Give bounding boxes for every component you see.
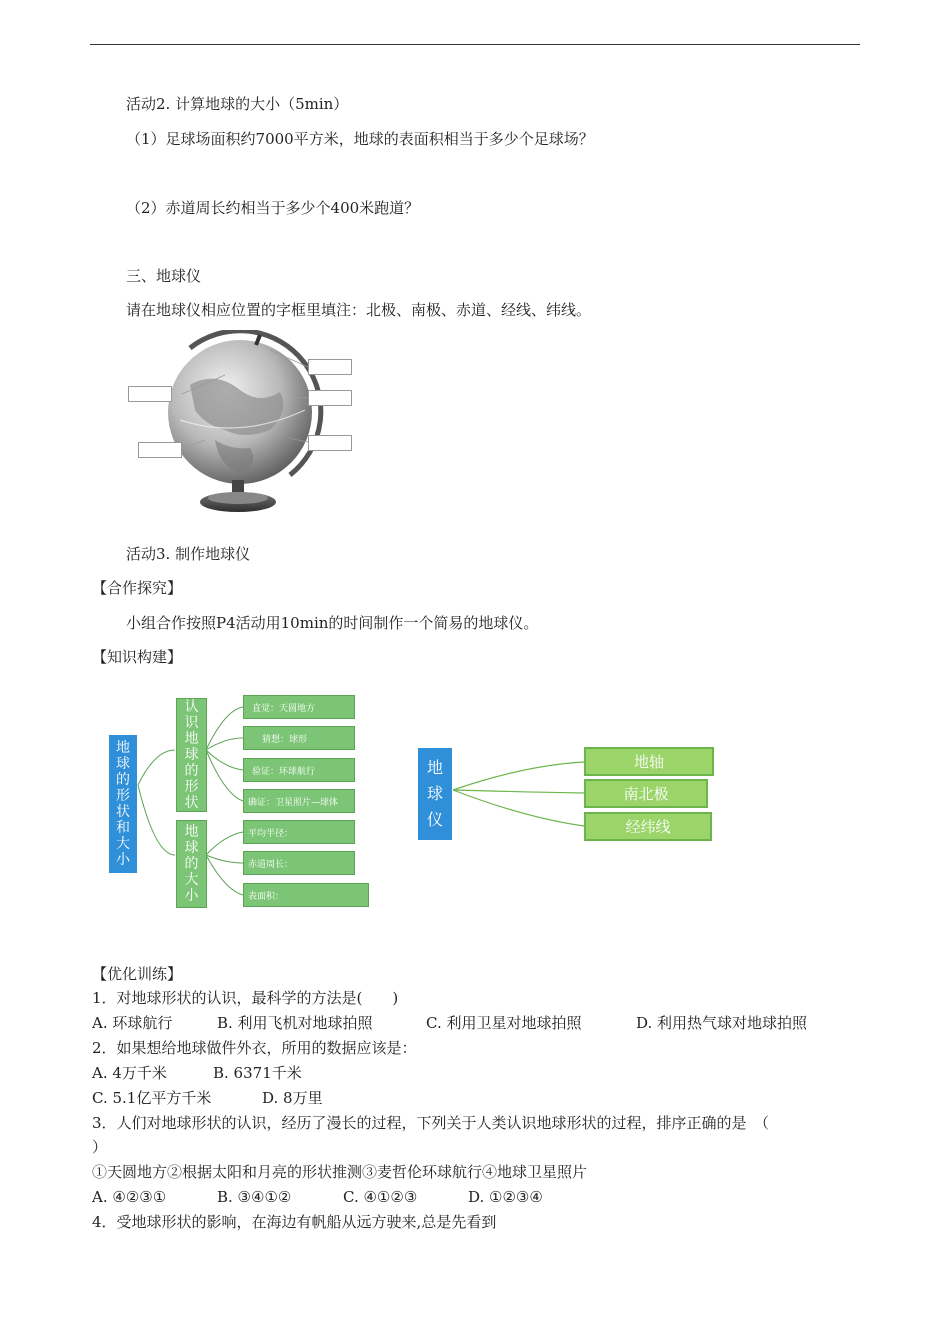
practice-q3-option-a: A. ④②③①	[92, 1188, 167, 1206]
cooperate-text: 小组合作按照P4活动用10min的时间制作一个简易的地球仪。	[126, 614, 539, 632]
globe-instruction: 请在地球仪相应位置的字框里填注：北极、南极、赤道、经线、纬线。	[126, 301, 592, 319]
globe-item-poles: 南北极	[584, 779, 708, 808]
branch-shape-char: 地	[184, 731, 199, 747]
shape-item-verify: 验证：环球航行	[243, 758, 355, 782]
mindmap1-root-char: 大	[116, 836, 130, 852]
practice-q2-option-d: D. 8万里	[262, 1089, 323, 1107]
practice-q3-sequence: ①天圆地方②根据太阳和月亮的形状推测③麦哲伦环球航行④地球卫星照片	[92, 1163, 588, 1181]
section-heading-globe: 三、地球仪	[126, 267, 202, 285]
activity2-title: 活动2. 计算地球的大小（5min）	[126, 95, 349, 113]
practice-q2: 2．如果想给地球做件外衣，所用的数据应该是：	[92, 1039, 417, 1057]
mindmap1-root-char: 状	[116, 804, 130, 820]
practice-q1-option-d: D. 利用热气球对地球拍照	[636, 1014, 808, 1032]
practice-q1-option-b: B. 利用飞机对地球拍照	[217, 1014, 373, 1032]
mindmap1-root-char: 形	[116, 788, 130, 804]
practice-q4: 4．受地球形状的影响，在海边有帆船从远方驶来,总是先看到	[92, 1213, 497, 1231]
knowledge-heading: 【知识构建】	[92, 648, 183, 666]
branch-shape-char: 球	[184, 747, 199, 763]
mindmap1-root-char: 和	[116, 820, 130, 836]
practice-heading: 【优化训练】	[92, 965, 183, 983]
shape-item-intuition: 直觉：天圆地方	[243, 695, 355, 719]
globe-label-box-left-top[interactable]	[128, 386, 172, 402]
branch-size-char: 的	[184, 856, 199, 872]
mindmap2-root	[418, 748, 452, 840]
mindmap1-branch-size	[176, 820, 207, 908]
practice-q3-close: ）	[92, 1138, 108, 1156]
practice-q1-option-c: C. 利用卫星对地球拍照	[426, 1014, 582, 1032]
practice-q1: 1．对地球形状的认识，最科学的方法是( )	[92, 989, 399, 1007]
globe-item-axis: 地轴	[584, 747, 714, 776]
globe-label-box-left-bottom[interactable]	[138, 442, 182, 458]
mindmap1-root	[109, 735, 137, 873]
activity2-question-2: （2）赤道周长约相当于多少个400米跑道？	[126, 199, 420, 217]
branch-shape-char: 状	[184, 795, 199, 811]
mindmap1-root-char: 的	[116, 772, 130, 788]
header-rule	[90, 44, 860, 45]
cooperate-heading: 【合作探究】	[92, 579, 183, 597]
globe-label-box-right-3[interactable]	[308, 435, 352, 451]
globe-label-box-right-1[interactable]	[308, 359, 352, 375]
branch-shape-char: 认	[184, 699, 199, 715]
branch-shape-char: 形	[184, 779, 199, 795]
branch-size-char: 小	[184, 888, 199, 904]
practice-q2-option-c: C. 5.1亿平方千米	[92, 1089, 212, 1107]
shape-item-guess: 猜想：球形	[243, 726, 355, 750]
mindmap1-root-char: 球	[116, 756, 130, 772]
size-item-equator: 赤道周长：	[243, 851, 355, 875]
size-item-surface: 表面积：	[243, 883, 369, 907]
practice-q3-option-c: C. ④①②③	[343, 1188, 418, 1206]
mindmap-globe	[416, 740, 716, 844]
practice-q2-option-b: B. 6371千米	[213, 1064, 302, 1082]
practice-q3: 3．人们对地球形状的认识，经历了漫长的过程，下列关于人类认识地球形状的过程，排序正确的是 （	[92, 1114, 770, 1132]
mindmap-shape-size	[100, 690, 380, 920]
practice-q1-option-a: A. 环球航行	[92, 1014, 173, 1032]
activity2-question-1: （1）足球场面积约7000平方米，地球的表面积相当于多少个足球场？	[126, 130, 594, 148]
mindmap1-root-char: 地	[116, 740, 130, 756]
mindmap1-root-char: 小	[116, 852, 130, 868]
globe-figure	[120, 330, 370, 520]
branch-shape-char: 的	[184, 763, 199, 779]
mindmap1-branch-shape	[176, 698, 207, 812]
mindmap2-root-char: 地	[426, 758, 443, 777]
branch-size-char: 球	[184, 840, 199, 856]
branch-size-char: 大	[184, 872, 199, 888]
branch-shape-char: 识	[184, 715, 199, 731]
mindmap2-root-char: 球	[426, 784, 443, 803]
globe-item-grid: 经纬线	[584, 812, 712, 841]
mindmap2-root-char: 仪	[426, 810, 443, 829]
practice-q3-option-d: D. ①②③④	[468, 1188, 543, 1206]
size-item-radius: 平均半径：	[243, 820, 355, 844]
globe-label-box-right-2[interactable]	[308, 390, 352, 406]
practice-q2-option-a: A. 4万千米	[92, 1064, 167, 1082]
shape-item-confirm: 确证：卫星照片—球体	[243, 789, 355, 813]
activity3-title: 活动3. 制作地球仪	[126, 545, 251, 563]
practice-q3-option-b: B. ③④①②	[217, 1188, 292, 1206]
branch-size-char: 地	[184, 824, 199, 840]
